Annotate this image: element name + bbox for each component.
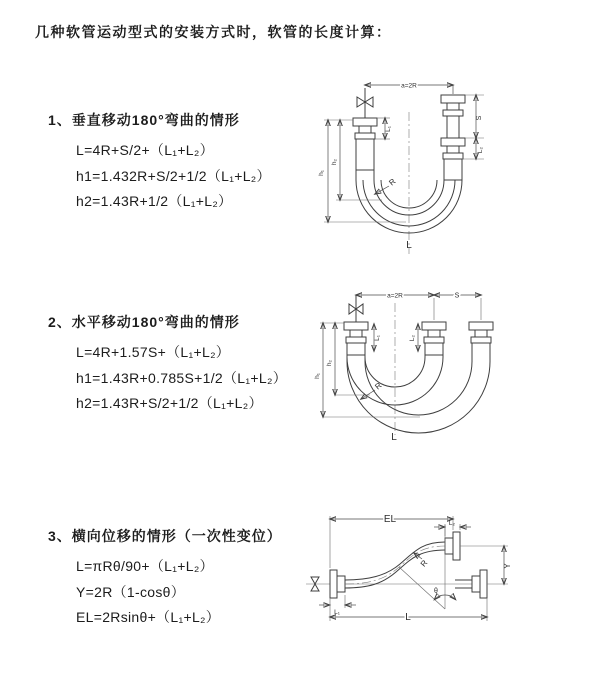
hose-fitting-fixed bbox=[353, 118, 377, 170]
hose-fitting-moving-upper bbox=[441, 95, 465, 116]
dim-label-s: S bbox=[454, 292, 460, 300]
diagram-lateral-offset bbox=[298, 505, 590, 655]
dim-label-h2: h₂ bbox=[331, 158, 338, 166]
dim-label-h2: h₂ bbox=[326, 359, 333, 367]
section-lateral-offset bbox=[48, 526, 318, 631]
section-vertical-180 bbox=[48, 110, 318, 215]
formula: h1=1.43R+0.785S+1/2（L₁+L₂） bbox=[76, 369, 287, 386]
length-label: L bbox=[391, 432, 397, 443]
hose-fitting-fixed bbox=[344, 322, 368, 355]
flange-fixed-end bbox=[330, 570, 345, 598]
section-heading: 2、水平移动180°弯曲的情形 bbox=[48, 314, 240, 330]
section-heading: 1、垂直移动180°弯曲的情形 bbox=[48, 112, 240, 128]
dim-label-l2: L₂ bbox=[477, 146, 484, 154]
formula: h1=1.432R+S/2+1/2（L₁+L₂） bbox=[76, 167, 271, 184]
formula: L=πRθ/90+（L₁+L₂） bbox=[76, 558, 214, 574]
valve-icon bbox=[349, 295, 363, 322]
dim-label-l1: L₁ bbox=[374, 335, 381, 341]
formula: Y=2R（1-cosθ） bbox=[76, 583, 186, 600]
length-label: L bbox=[406, 240, 412, 251]
hose-fitting-moving-start bbox=[422, 322, 446, 355]
dim-label-s: S bbox=[476, 115, 483, 121]
formula-list bbox=[48, 138, 318, 215]
section-heading: 3、横向位移的情形（一次性变位） bbox=[48, 528, 282, 544]
hose-fitting-moving-lower bbox=[441, 138, 465, 180]
diagram-vertical-180-bend bbox=[310, 72, 595, 262]
flange-displaced-end bbox=[445, 532, 460, 560]
dim-label-l2: L₂ bbox=[448, 520, 456, 527]
formula: h2=1.43R+1/2（L₁+L₂） bbox=[76, 193, 233, 209]
hose-fitting-moving-end bbox=[469, 322, 493, 343]
section-horizontal-180 bbox=[48, 312, 318, 417]
formula: h2=1.43R+S/2+1/2（L₁+L₂） bbox=[76, 395, 263, 411]
radius-label: R bbox=[418, 558, 430, 569]
dim-label-a2r: a=2R bbox=[387, 292, 403, 300]
dim-label-h1: h₁ bbox=[314, 373, 321, 379]
flange-original-end bbox=[472, 570, 487, 598]
radius-label: R bbox=[373, 380, 384, 392]
diagram-horizontal-180-bend bbox=[310, 283, 595, 448]
dim-label-el: EL bbox=[383, 514, 397, 525]
valve-icon bbox=[357, 88, 373, 118]
dim-label-a2r: a=2R bbox=[401, 82, 417, 90]
formula: EL=2Rsinθ+（L₁+L₂） bbox=[76, 609, 221, 625]
dim-label-y: Y bbox=[503, 563, 512, 569]
dim-label-l1: L₁ bbox=[334, 609, 340, 616]
dim-label-l1: L₁ bbox=[385, 126, 392, 132]
formula-list bbox=[48, 554, 318, 631]
hose-s-curve bbox=[345, 542, 445, 588]
page-title: 几种软管运动型式的安装方式时，软管的长度计算： bbox=[35, 24, 392, 40]
dim-label-l2: L₂ bbox=[409, 334, 416, 342]
radius-label: R bbox=[387, 176, 398, 188]
formula: L=4R+1.57S+（L₁+L₂） bbox=[76, 344, 231, 360]
length-label: L bbox=[405, 612, 411, 623]
angle-label: θ bbox=[434, 588, 438, 595]
formula-list bbox=[48, 340, 318, 417]
dim-label-h1: h₁ bbox=[318, 170, 325, 176]
formula: L=4R+S/2+（L₁+L₂） bbox=[76, 142, 214, 158]
